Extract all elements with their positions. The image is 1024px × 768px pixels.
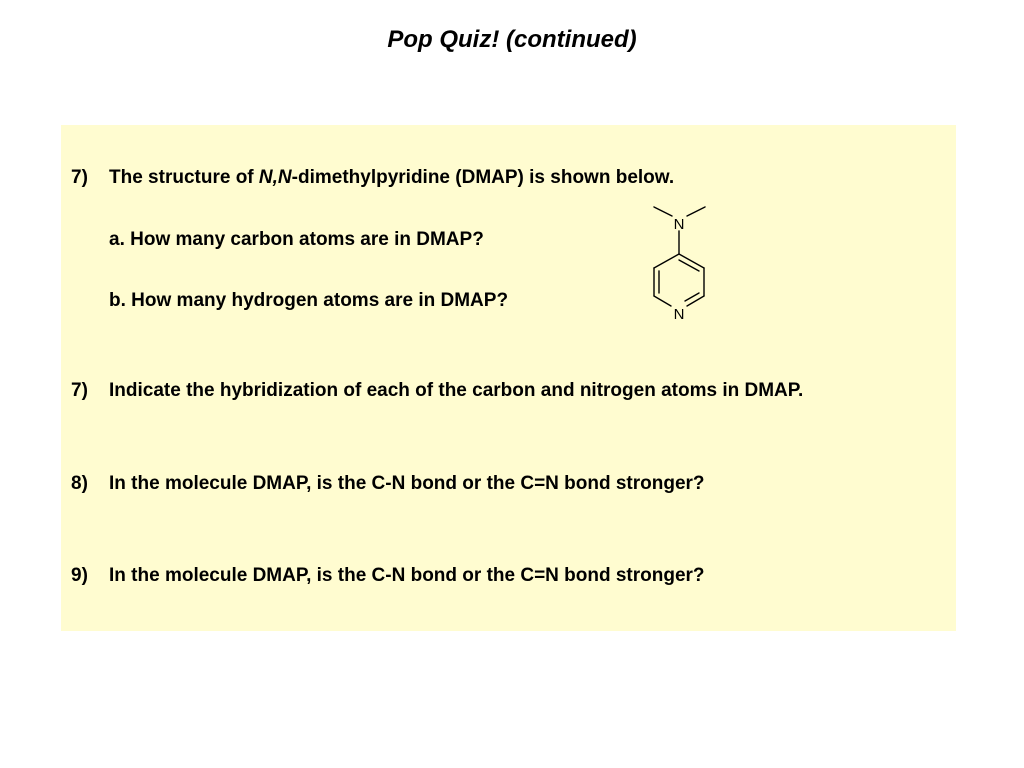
ring-bond — [679, 254, 704, 268]
methyl-bond-left — [654, 207, 672, 216]
ring-double-bond — [679, 260, 699, 271]
question-text — [109, 166, 674, 190]
question-text-part: The structure of — [109, 167, 259, 188]
question-number: 7) — [71, 380, 88, 401]
question-text: In the molecule DMAP, is the C-N bond or the C=N bond stronger? — [109, 565, 705, 586]
question-text-italic: N,N — [258, 167, 292, 188]
question-box — [61, 125, 956, 631]
ring-bond — [654, 254, 679, 268]
dmap-structure-diagram — [641, 200, 721, 330]
question-number: 9) — [71, 565, 88, 586]
question-number: 8) — [71, 473, 88, 494]
question-text: Indicate the hybridization of each of the carbon and nitrogen atoms in DMAP. — [109, 380, 804, 401]
sub-question-b: b. How many hydrogen atoms are in DMAP? — [109, 290, 509, 311]
question-text: In the molecule DMAP, is the C-N bond or the C=N bond stronger? — [109, 473, 705, 494]
amine-nitrogen-label: N — [673, 216, 685, 233]
methyl-bond-right — [687, 207, 705, 216]
sub-question-a: a. How many carbon atoms are in DMAP? — [109, 229, 484, 250]
ring-bond — [654, 296, 671, 306]
question-number: 7) — [71, 167, 88, 188]
ring-nitrogen-label: N — [673, 306, 685, 323]
question-text-part: -dimethylpyridine (DMAP) is shown below. — [291, 167, 675, 188]
ring-bond — [687, 296, 704, 306]
slide-title: Pop Quiz! (continued) — [387, 26, 637, 53]
